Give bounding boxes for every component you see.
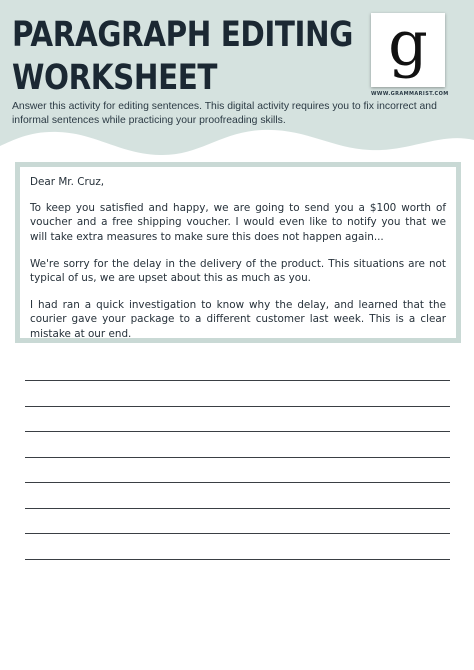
letter-paragraph-1: To keep you satisfied and happy, we are going to send you a $100 worth of voucher and a free shipping voucher. I would even like to notify you that we will take extra measures to make sure this does not happen again... [30, 202, 446, 243]
letter-box [15, 162, 461, 343]
answer-line[interactable] [25, 482, 450, 483]
letter-paragraph-3: I had ran a quick investigation to know why the delay, and learned that the courier gave your package to a different customer last week. This is a clear mistake at our end. [30, 299, 446, 340]
answer-line[interactable] [25, 559, 450, 560]
answer-line[interactable] [25, 406, 450, 407]
answer-line[interactable] [25, 380, 450, 381]
letter-greeting: Dear Mr. Cruz, [30, 176, 105, 188]
title-line-2: WORKSHEET [12, 58, 218, 98]
logo-url: WWW.GRAMMARIST.COM [371, 91, 449, 97]
answer-line[interactable] [25, 431, 450, 432]
worksheet-title [12, 14, 353, 100]
grammarist-logo [371, 7, 445, 87]
title-line-1: PARAGRAPH EDITING [12, 15, 353, 55]
letter-paragraph-2: We're sorry for the delay in the delivery of the product. This situations are not typical of us, we are upset about this as much as you. [30, 257, 446, 285]
answer-line[interactable] [25, 508, 450, 509]
logo-letter: g [388, 7, 428, 80]
instructions-text: Answer this activity for editing sentences. This digital activity requires you to fix incorrect and informal sentences while practicing your proofreading skills. [12, 101, 437, 126]
answer-line[interactable] [25, 533, 450, 534]
answer-line[interactable] [25, 457, 450, 458]
